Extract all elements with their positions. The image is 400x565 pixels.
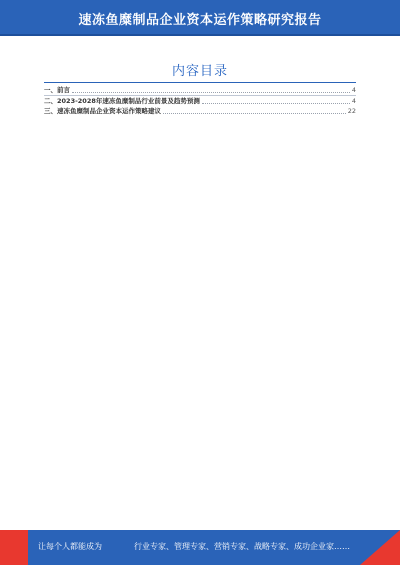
footer-red-corner	[360, 530, 400, 565]
toc-leader-dots	[163, 113, 346, 114]
header-band	[0, 0, 400, 34]
footer-tagline: 行业专家、管理专家、营销专家、战略专家、成功企业家……	[134, 542, 350, 551]
toc-page-number: 4	[351, 86, 356, 94]
table-of-contents	[44, 85, 356, 116]
toc-entry-label: 二、2023-2028年速冻鱼糜制品行业前景及趋势预测	[44, 97, 200, 106]
footer-red-strip	[0, 530, 28, 565]
toc-row[interactable]	[44, 106, 356, 116]
toc-page-number: 22	[347, 107, 356, 116]
toc-leader-dots	[72, 92, 350, 93]
toc-entry-label: 一、前言	[44, 86, 70, 94]
toc-heading: 内容目录	[171, 64, 228, 79]
header-accent-line	[0, 34, 400, 36]
toc-entry-label: 三、速冻鱼糜制品企业资本运作策略建议	[44, 107, 161, 116]
toc-row[interactable]	[44, 96, 356, 106]
toc-leader-dots	[202, 103, 350, 104]
toc-page-number: 4	[351, 97, 356, 106]
toc-heading-rule	[44, 82, 356, 83]
toc-row[interactable]	[44, 85, 356, 96]
footer-slogan: 让每个人都能成为	[38, 542, 102, 551]
report-title: 速冻鱼糜制品企业资本运作策略研究报告	[78, 13, 322, 28]
